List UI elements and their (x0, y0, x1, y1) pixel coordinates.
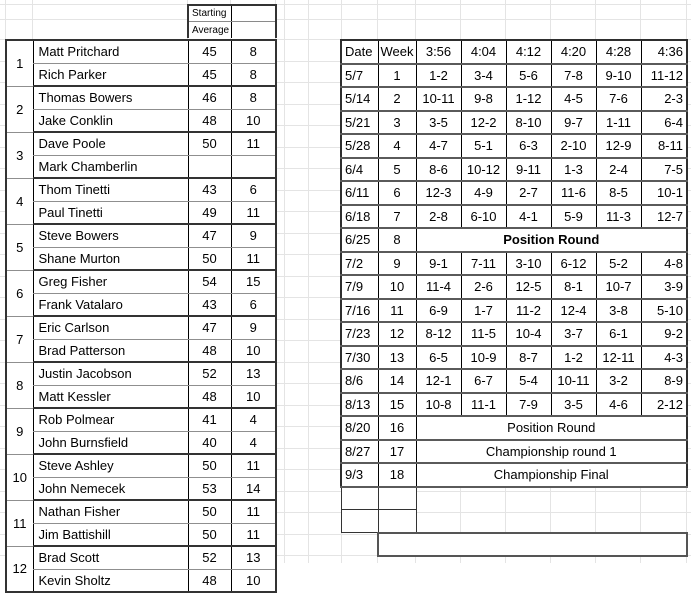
match-cell: 1-2 (551, 346, 596, 370)
date-cell: 7/16 (341, 299, 378, 323)
week-cell: 3 (378, 111, 416, 135)
week-cell: 2 (378, 87, 416, 111)
match-cell: 5-10 (641, 299, 687, 323)
handicap-header-empty-cell (231, 22, 276, 39)
handicap-cell: 9 (231, 224, 276, 247)
match-cell: 1-2 (416, 64, 461, 88)
player-name-cell: Steve Ashley (33, 454, 188, 477)
match-cell: 10-4 (506, 322, 551, 346)
date-cell: 5/21 (341, 111, 378, 135)
match-cell: 10-11 (551, 369, 596, 393)
schedule-table (340, 39, 688, 557)
match-cell: 12-9 (596, 134, 641, 158)
match-cell: 4-7 (416, 134, 461, 158)
average-label: Average (192, 24, 230, 36)
empty-strip-cell (378, 533, 687, 557)
match-cell: 12-5 (506, 275, 551, 299)
team-row (6, 201, 276, 224)
match-cell: 7-11 (461, 252, 506, 276)
match-cell: 11-6 (551, 181, 596, 205)
schedule-row (341, 393, 687, 417)
empty-week-cell (378, 510, 416, 533)
match-cell: 6-9 (416, 299, 461, 323)
match-cell: 11-3 (596, 205, 641, 229)
week-cell: 12 (378, 322, 416, 346)
schedule-row (341, 181, 687, 205)
player-name-cell: Shane Murton (33, 247, 188, 270)
team-row (6, 385, 276, 408)
player-name-cell: Brad Scott (33, 546, 188, 569)
date-cell: 7/30 (341, 346, 378, 370)
team-row (6, 408, 276, 431)
schedule-row (341, 158, 687, 182)
unbordered-cell (461, 510, 506, 533)
match-cell: 6-1 (596, 322, 641, 346)
match-cell: 11-4 (416, 275, 461, 299)
week-cell: 17 (378, 440, 416, 464)
player-name-cell: Jake Conklin (33, 109, 188, 132)
starting-average-cell: 43 (188, 293, 231, 316)
match-cell: 5-2 (596, 252, 641, 276)
match-cell: 1-11 (596, 111, 641, 135)
schedule-header-cell: 4:28 (596, 40, 641, 64)
unbordered-cell (551, 510, 596, 533)
empty-strip-row (341, 533, 687, 557)
match-cell: 8-11 (641, 134, 687, 158)
player-name-cell: Steve Bowers (33, 224, 188, 247)
team-row (6, 546, 276, 569)
week-cell: 6 (378, 181, 416, 205)
team-row (6, 40, 276, 63)
schedule-header-row (341, 40, 687, 64)
schedule-row (341, 440, 687, 464)
date-cell: 8/13 (341, 393, 378, 417)
gridline (0, 19, 691, 20)
handicap-cell: 6 (231, 293, 276, 316)
gridline (284, 0, 285, 563)
schedule-row (341, 87, 687, 111)
schedule-row (341, 275, 687, 299)
player-name-cell: John Nemecek (33, 477, 188, 500)
starting-average-cell: 48 (188, 109, 231, 132)
starting-average-cell: 50 (188, 500, 231, 523)
match-cell: 12-2 (461, 111, 506, 135)
player-name-cell: Nathan Fisher (33, 500, 188, 523)
player-name-cell: Brad Patterson (33, 339, 188, 362)
match-cell: 7-6 (596, 87, 641, 111)
week-cell: 10 (378, 275, 416, 299)
match-cell: 4-8 (641, 252, 687, 276)
match-cell: 9-1 (416, 252, 461, 276)
match-cell: 2-7 (506, 181, 551, 205)
unbordered-cell (641, 510, 687, 533)
handicap-cell: 8 (231, 86, 276, 109)
schedule-row (341, 228, 687, 252)
handicap-cell: 14 (231, 477, 276, 500)
team-row (6, 63, 276, 86)
empty-date-cell (341, 487, 378, 510)
match-cell: 12-3 (416, 181, 461, 205)
handicap-cell: 8 (231, 40, 276, 63)
match-cell: 10-12 (461, 158, 506, 182)
handicap-cell: 9 (231, 316, 276, 339)
week-cell: 7 (378, 205, 416, 229)
match-cell: 11-2 (506, 299, 551, 323)
player-name-cell: Matt Kessler (33, 385, 188, 408)
date-cell: 7/23 (341, 322, 378, 346)
match-cell: 12-11 (596, 346, 641, 370)
player-name-cell: Jim Battishill (33, 523, 188, 546)
match-cell: 8-5 (596, 181, 641, 205)
empty-week-cell (378, 487, 416, 510)
starting-average-cell: 47 (188, 316, 231, 339)
date-cell: 5/7 (341, 64, 378, 88)
player-name-cell: Greg Fisher (33, 270, 188, 293)
schedule-row (341, 111, 687, 135)
handicap-cell: 11 (231, 247, 276, 270)
match-cell: 2-6 (461, 275, 506, 299)
starting-average-cell: 45 (188, 40, 231, 63)
starting-average-cell: 50 (188, 247, 231, 270)
match-cell: 3-9 (641, 275, 687, 299)
unbordered-cell (506, 487, 551, 510)
round-label-cell: Championship round 1 (416, 440, 687, 464)
handicap-cell: 10 (231, 109, 276, 132)
round-label-cell: Championship Final (416, 463, 687, 487)
unbordered-cell (596, 487, 641, 510)
handicap-cell: 8 (231, 63, 276, 86)
player-name-cell: Matt Pritchard (33, 40, 188, 63)
schedule-row (341, 64, 687, 88)
week-cell: 4 (378, 134, 416, 158)
handicap-cell: 10 (231, 385, 276, 408)
handicap-cell: 4 (231, 431, 276, 454)
date-cell: 6/25 (341, 228, 378, 252)
match-cell: 4-5 (551, 87, 596, 111)
week-cell: 13 (378, 346, 416, 370)
match-cell: 7-5 (641, 158, 687, 182)
starting-average-cell: 47 (188, 224, 231, 247)
starting-average-cell: 45 (188, 63, 231, 86)
date-cell: 6/18 (341, 205, 378, 229)
team-row (6, 155, 276, 178)
unbordered-cell (596, 510, 641, 533)
match-cell: 8-9 (641, 369, 687, 393)
match-cell: 9-7 (551, 111, 596, 135)
date-cell: 5/28 (341, 134, 378, 158)
starting-average-cell: 40 (188, 431, 231, 454)
week-cell: 16 (378, 416, 416, 440)
schedule-header-cell: Date (341, 40, 378, 64)
team-number-cell: 8 (6, 362, 33, 408)
date-cell: 7/9 (341, 275, 378, 299)
match-cell: 11-12 (641, 64, 687, 88)
handicap-cell: 6 (231, 178, 276, 201)
schedule-row (341, 299, 687, 323)
week-cell: 1 (378, 64, 416, 88)
match-cell: 3-7 (551, 322, 596, 346)
team-row (6, 247, 276, 270)
match-cell: 3-4 (461, 64, 506, 88)
team-row (6, 339, 276, 362)
player-name-cell: Kevin Sholtz (33, 569, 188, 592)
match-cell: 3-8 (596, 299, 641, 323)
schedule-row (341, 369, 687, 393)
starting-average-cell: 48 (188, 569, 231, 592)
handicap-cell: 13 (231, 546, 276, 569)
player-name-cell: Justin Jacobson (33, 362, 188, 385)
match-cell: 4-9 (461, 181, 506, 205)
starting-average-cell: 50 (188, 523, 231, 546)
match-cell: 6-7 (461, 369, 506, 393)
match-cell: 3-2 (596, 369, 641, 393)
unbordered-cell (341, 533, 378, 557)
team-number-cell: 11 (6, 500, 33, 546)
player-name-cell: Thom Tinetti (33, 178, 188, 201)
team-row (6, 178, 276, 201)
match-cell: 9-10 (596, 64, 641, 88)
gridline (0, 4, 691, 5)
starting-average-cell: 41 (188, 408, 231, 431)
schedule-row (341, 205, 687, 229)
match-cell: 3-5 (551, 393, 596, 417)
date-cell: 9/3 (341, 463, 378, 487)
match-cell: 4-3 (641, 346, 687, 370)
schedule-header-cell: 4:12 (506, 40, 551, 64)
date-cell: 8/20 (341, 416, 378, 440)
team-number-cell: 3 (6, 132, 33, 178)
unbordered-cell (506, 510, 551, 533)
team-row (6, 477, 276, 500)
week-cell: 11 (378, 299, 416, 323)
match-cell: 6-10 (461, 205, 506, 229)
team-row (6, 224, 276, 247)
match-cell: 12-7 (641, 205, 687, 229)
match-cell: 2-10 (551, 134, 596, 158)
team-row (6, 316, 276, 339)
starting-average-cell: 54 (188, 270, 231, 293)
player-name-cell: Eric Carlson (33, 316, 188, 339)
match-cell: 5-9 (551, 205, 596, 229)
match-cell: 2-8 (416, 205, 461, 229)
unbordered-cell (416, 510, 461, 533)
player-name-cell: Mark Chamberlin (33, 155, 188, 178)
handicap-cell: 10 (231, 569, 276, 592)
team-number-cell: 9 (6, 408, 33, 454)
team-number-cell: 5 (6, 224, 33, 270)
handicap-header-empty-cell (231, 5, 276, 22)
team-number-cell: 7 (6, 316, 33, 362)
round-label-cell: Position Round (416, 228, 687, 252)
round-label-cell: Position Round (416, 416, 687, 440)
handicap-cell: 11 (231, 132, 276, 155)
match-cell: 5-4 (506, 369, 551, 393)
match-cell: 5-1 (461, 134, 506, 158)
match-cell: 2-4 (596, 158, 641, 182)
match-cell: 8-12 (416, 322, 461, 346)
team-row (6, 500, 276, 523)
match-cell: 6-4 (641, 111, 687, 135)
match-cell: 2-3 (641, 87, 687, 111)
team-row (6, 86, 276, 109)
team-row (6, 454, 276, 477)
team-row (6, 293, 276, 316)
match-cell: 2-12 (641, 393, 687, 417)
roster-table (5, 39, 277, 593)
match-cell: 1-3 (551, 158, 596, 182)
team-row (6, 109, 276, 132)
team-row (6, 362, 276, 385)
gridline (308, 0, 309, 563)
team-row (6, 270, 276, 293)
match-cell: 11-1 (461, 393, 506, 417)
date-cell: 6/4 (341, 158, 378, 182)
unbordered-cell (641, 487, 687, 510)
match-cell: 9-8 (461, 87, 506, 111)
handicap-cell: 10 (231, 339, 276, 362)
date-cell: 5/14 (341, 87, 378, 111)
team-row (6, 132, 276, 155)
match-cell: 12-4 (551, 299, 596, 323)
match-cell: 8-10 (506, 111, 551, 135)
player-name-cell: Dave Poole (33, 132, 188, 155)
match-cell: 6-5 (416, 346, 461, 370)
schedule-row (341, 322, 687, 346)
schedule-row (341, 416, 687, 440)
match-cell: 3-5 (416, 111, 461, 135)
match-cell: 10-8 (416, 393, 461, 417)
week-cell: 14 (378, 369, 416, 393)
handicap-cell: 11 (231, 454, 276, 477)
starting-average-cell (188, 155, 231, 178)
unbordered-cell (551, 487, 596, 510)
player-name-cell: Thomas Bowers (33, 86, 188, 109)
starting-label: Starting (188, 5, 231, 22)
starting-average-cell: 52 (188, 546, 231, 569)
starting-average-cell: 46 (188, 86, 231, 109)
starting-average-cell: 48 (188, 385, 231, 408)
starting-average-cell: 49 (188, 201, 231, 224)
team-number-cell: 4 (6, 178, 33, 224)
match-cell: 8-6 (416, 158, 461, 182)
date-cell: 8/6 (341, 369, 378, 393)
empty-row (341, 510, 687, 533)
match-cell: 10-9 (461, 346, 506, 370)
team-number-cell: 2 (6, 86, 33, 132)
date-cell: 6/11 (341, 181, 378, 205)
empty-row (341, 487, 687, 510)
empty-date-cell (341, 510, 378, 533)
match-cell: 8-7 (506, 346, 551, 370)
schedule-header-cell: 4:04 (461, 40, 506, 64)
match-cell: 3-10 (506, 252, 551, 276)
handicap-cell: 11 (231, 523, 276, 546)
starting-average-cell: 50 (188, 132, 231, 155)
match-cell: 4-1 (506, 205, 551, 229)
handicap-cell: 4 (231, 408, 276, 431)
unbordered-cell (416, 487, 461, 510)
player-name-cell: Frank Vatalaro (33, 293, 188, 316)
player-name-cell: Rob Polmear (33, 408, 188, 431)
schedule-row (341, 463, 687, 487)
match-cell: 9-2 (641, 322, 687, 346)
team-number-cell: 10 (6, 454, 33, 500)
week-cell: 5 (378, 158, 416, 182)
match-cell: 9-11 (506, 158, 551, 182)
team-number-cell: 12 (6, 546, 33, 592)
schedule-header-cell: 4:36 (641, 40, 687, 64)
match-cell: 8-1 (551, 275, 596, 299)
match-cell: 1-7 (461, 299, 506, 323)
match-cell: 10-1 (641, 181, 687, 205)
team-number-cell: 1 (6, 40, 33, 86)
date-cell: 7/2 (341, 252, 378, 276)
team-row (6, 569, 276, 592)
match-cell: 5-6 (506, 64, 551, 88)
unbordered-cell (461, 487, 506, 510)
match-cell: 4-6 (596, 393, 641, 417)
match-cell: 1-12 (506, 87, 551, 111)
match-cell: 10-11 (416, 87, 461, 111)
match-cell: 7-9 (506, 393, 551, 417)
starting-average-header (187, 4, 277, 38)
schedule-row (341, 346, 687, 370)
match-cell: 6-3 (506, 134, 551, 158)
schedule-header-cell: 3:56 (416, 40, 461, 64)
starting-average-cell: 43 (188, 178, 231, 201)
schedule-header-cell: Week (378, 40, 416, 64)
match-cell: 12-1 (416, 369, 461, 393)
match-cell: 7-8 (551, 64, 596, 88)
starting-average-cell: 52 (188, 362, 231, 385)
team-row (6, 431, 276, 454)
handicap-cell (231, 155, 276, 178)
handicap-cell: 13 (231, 362, 276, 385)
team-number-cell: 6 (6, 270, 33, 316)
starting-average-cell: 48 (188, 339, 231, 362)
week-cell: 9 (378, 252, 416, 276)
match-cell: 11-5 (461, 322, 506, 346)
week-cell: 18 (378, 463, 416, 487)
match-cell: 6-12 (551, 252, 596, 276)
player-name-cell: Rich Parker (33, 63, 188, 86)
week-cell: 8 (378, 228, 416, 252)
player-name-cell: John Burnsfield (33, 431, 188, 454)
week-cell: 15 (378, 393, 416, 417)
starting-average-cell: 50 (188, 454, 231, 477)
handicap-cell: 11 (231, 201, 276, 224)
match-cell: 10-7 (596, 275, 641, 299)
date-cell: 8/27 (341, 440, 378, 464)
team-row (6, 523, 276, 546)
starting-average-cell: 53 (188, 477, 231, 500)
handicap-cell: 15 (231, 270, 276, 293)
player-name-cell: Paul Tinetti (33, 201, 188, 224)
handicap-cell: 11 (231, 500, 276, 523)
schedule-row (341, 134, 687, 158)
schedule-row (341, 252, 687, 276)
schedule-header-cell: 4:20 (551, 40, 596, 64)
